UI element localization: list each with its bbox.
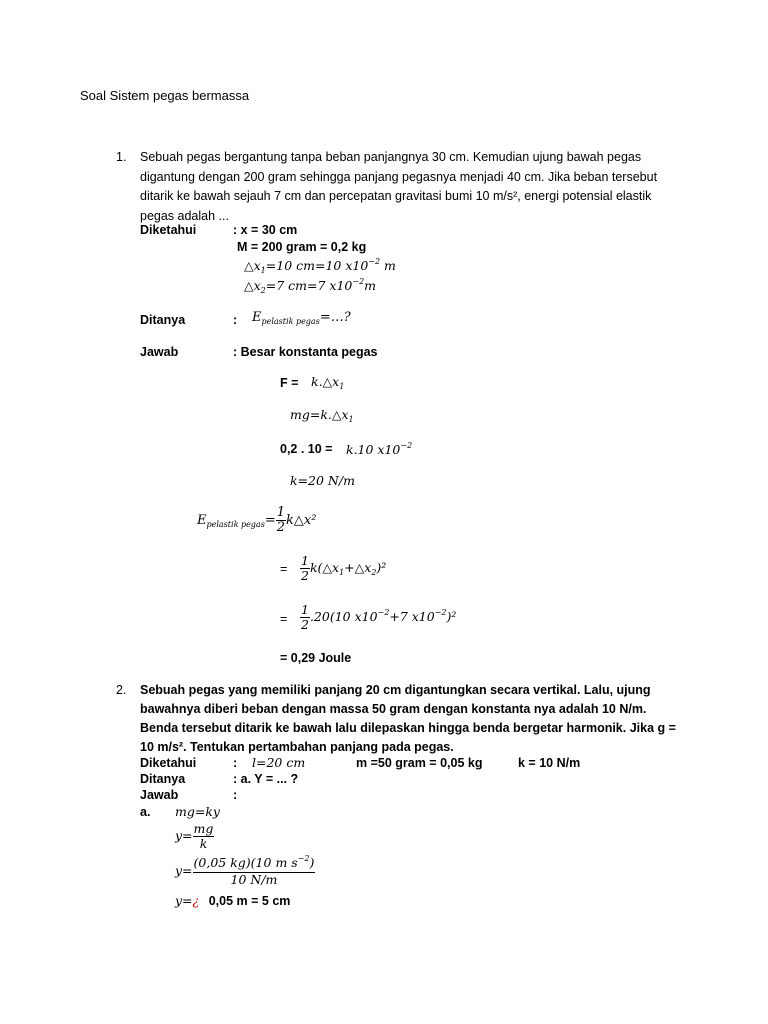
q1-ep-line3: $\frac{1}{2}$ .20(10 $x10^{-2}+7$ $x10^{-2})^2$ [301, 602, 457, 632]
q2-given-m: m =50 gram = 0,05 kg [356, 756, 483, 770]
q1-dx1: $\triangle x_1=10$ cm=10 $x10^{-2}$ m [244, 257, 396, 275]
document-title: Soal Sistem pegas bermassa [80, 88, 250, 103]
q2-eq2: y= $\frac{mg}{k}$ [175, 821, 214, 851]
q1-result: = 0,29 Joule [280, 651, 352, 665]
q1-eq-num-rhs: k.10 $x10^{-2}$ [346, 441, 413, 457]
q1-eq-mg: $mg=k.\triangle x_1$ [290, 407, 354, 424]
q1-text: Sebuah pegas bergantung tanpa beban panjangnya 30 cm. Kemudian ujung bawah pegas digantung dengan 200 gram sehingga panjang pegasnya menjadi 40 cm. Jika beban tersebut ditarik ke bawah sejauh 7 cm dan percepatan gravitasi bumi 10 m/s², energi potensial elastik pegas adalah ... [140, 150, 658, 223]
q1-ep-line1: $E_{pelastik pegas}=$ $\frac{1}{2}$ k△x² [197, 505, 317, 535]
q1-number: 1. [116, 150, 127, 164]
q1-diketahui-m: M = 200 gram = 0,2 kg [237, 240, 367, 254]
q1-eq-num-label: 0,2 . 10 = [280, 442, 333, 456]
q2-given-k: k = 10 N/m [518, 756, 581, 770]
q1-ep-line2: $\frac{1}{2}$ $k(\triangle x_1+\triangle x_2)^2$ [301, 553, 387, 583]
q2-eq3: y= $\frac{(0,05 kg)(10 m s^{-2})}{10 N/m}$ [175, 854, 315, 887]
q1-ep-line3-eq: = [280, 612, 288, 626]
q1-eq-k: k=20 N/m [290, 473, 355, 488]
q2-part-a: a. [140, 805, 151, 819]
q1-ep-line2-eq: = [280, 562, 288, 576]
q2-jawab-colon: : [233, 788, 238, 802]
q1-jawab-label: Jawab [140, 345, 179, 359]
q2-ditanya-label: Ditanya [140, 772, 186, 786]
q2-number: 2. [116, 683, 127, 697]
q1-diketahui-label: Diketahui [140, 223, 197, 237]
q2-eq1: mg=ky [175, 804, 220, 819]
q2-diketahui-colon: : [233, 756, 238, 770]
q1-ditanya-expr: $E_{pelastik pegas}=\dots$? [252, 310, 351, 326]
q2-diketahui-label: Diketahui [140, 756, 197, 770]
q1-eq-f-label: F = [280, 376, 299, 390]
q2-given-l: l=20 cm [252, 755, 306, 770]
q1-ditanya-label: Ditanya [140, 313, 186, 327]
q2-jawab-label: Jawab [140, 788, 179, 802]
q1-dx2: $\triangle x_2=7$ cm=7 $x10^{-2}m$ [244, 277, 377, 295]
q1-ditanya-colon: : [233, 313, 238, 327]
q1-eq-f-rhs: $k.\triangle x_1$ [311, 374, 345, 391]
q1-diketahui-x: : x = 30 cm [233, 223, 298, 237]
q1-jawab-text: : Besar konstanta pegas [233, 345, 378, 359]
q2-text: Sebuah pegas yang memiliki panjang 20 cm digantungkan secara vertikal. Lalu, ujung bawahnya diberi beban dengan massa 50 gram dengan konstanta nya adalah 10 N/m. Benda tersebut ditarik ke bawah lalu dilepaskan hingga benda bergetar harmonik. Jika g = 10 m/s². Tentukan pertambahan panjang pada pegas. [140, 683, 676, 754]
q2-eq4: y=¿ 0,05 m = 5 cm [175, 893, 291, 908]
q2-ditanya-text: : a. Y = ... ? [233, 772, 299, 786]
